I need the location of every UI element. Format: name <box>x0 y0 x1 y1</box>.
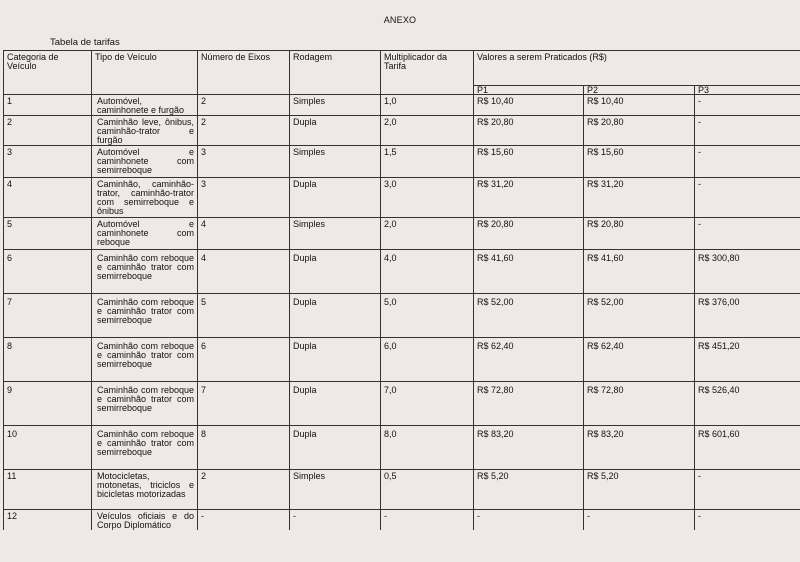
table-header-row <box>4 51 800 86</box>
p2-cell: R$ 83,20 <box>584 426 695 470</box>
p3-cell: - <box>695 218 800 250</box>
header-tipo: Tipo de Veículo <box>92 51 198 95</box>
header-p2: P2 <box>584 86 695 95</box>
multiplicador-cell: 8,0 <box>381 426 474 470</box>
p1-cell: - <box>474 510 584 531</box>
header-categoria: Categoria de Veículo <box>4 51 92 95</box>
tipo-cell: Motocicletas, motonetas, triciclos e bicicletas motorizadas <box>92 470 198 510</box>
rodagem-cell: Simples <box>290 470 381 510</box>
p3-cell: - <box>695 178 800 218</box>
categoria-cell: 9 <box>4 382 92 426</box>
document-heading: ANEXO <box>383 15 417 25</box>
rodagem-cell: Dupla <box>290 338 381 382</box>
table-row <box>4 116 800 146</box>
categoria-cell: 11 <box>4 470 92 510</box>
multiplicador-cell: 2,0 <box>381 116 474 146</box>
p2-cell: R$ 5,20 <box>584 470 695 510</box>
table-row <box>4 250 800 294</box>
rodagem-cell: Dupla <box>290 250 381 294</box>
rodagem-cell: Simples <box>290 146 381 178</box>
rodagem-cell: Dupla <box>290 178 381 218</box>
tipo-cell: Caminhão com reboque e caminhão trator com semirreboque <box>92 250 198 294</box>
table-row <box>4 426 800 470</box>
table-row <box>4 95 800 116</box>
tipo-cell: Automóvel e caminhonete com reboque <box>92 218 198 250</box>
p2-cell: R$ 10,40 <box>584 95 695 116</box>
multiplicador-cell: 1,0 <box>381 95 474 116</box>
categoria-cell: 10 <box>4 426 92 470</box>
multiplicador-cell: 0,5 <box>381 470 474 510</box>
p3-cell: - <box>695 116 800 146</box>
multiplicador-cell: 4,0 <box>381 250 474 294</box>
p1-cell: R$ 20,80 <box>474 116 584 146</box>
p1-cell: R$ 62,40 <box>474 338 584 382</box>
eixos-cell: 8 <box>198 426 290 470</box>
p1-cell: R$ 5,20 <box>474 470 584 510</box>
eixos-cell: 7 <box>198 382 290 426</box>
categoria-cell: 4 <box>4 178 92 218</box>
tipo-cell: Caminhão, caminhão-trator, caminhão-trator com semirreboque e ônibus <box>92 178 198 218</box>
p1-cell: R$ 31,20 <box>474 178 584 218</box>
p3-cell: - <box>695 146 800 178</box>
tipo-cell: Caminhão com reboque e caminhão trator com semirreboque <box>92 426 198 470</box>
tipo-cell: Veículos oficiais e do Corpo Diplomático <box>92 510 198 531</box>
categoria-cell: 1 <box>4 95 92 116</box>
p2-cell: R$ 15,60 <box>584 146 695 178</box>
header-eixos: Número de Eixos <box>198 51 290 95</box>
p1-cell: R$ 15,60 <box>474 146 584 178</box>
p3-cell: R$ 300,80 <box>695 250 800 294</box>
p2-cell: R$ 20,80 <box>584 218 695 250</box>
eixos-cell: - <box>198 510 290 531</box>
eixos-cell: 2 <box>198 116 290 146</box>
tariff-table <box>3 50 800 530</box>
table-row <box>4 510 800 531</box>
header-valores: Valores a serem Praticados (R$) <box>474 51 800 86</box>
p2-cell: R$ 52,00 <box>584 294 695 338</box>
p3-cell: - <box>695 510 800 531</box>
eixos-cell: 3 <box>198 178 290 218</box>
multiplicador-cell: 3,0 <box>381 178 474 218</box>
rodagem-cell: Dupla <box>290 294 381 338</box>
p1-cell: R$ 52,00 <box>474 294 584 338</box>
categoria-cell: 8 <box>4 338 92 382</box>
eixos-cell: 2 <box>198 470 290 510</box>
p1-cell: R$ 10,40 <box>474 95 584 116</box>
p3-cell: R$ 376,00 <box>695 294 800 338</box>
p3-cell: - <box>695 470 800 510</box>
table-row <box>4 382 800 426</box>
tipo-cell: Caminhão com reboque e caminhão trator com semirreboque <box>92 294 198 338</box>
multiplicador-cell: 7,0 <box>381 382 474 426</box>
table-row <box>4 294 800 338</box>
p2-cell: R$ 31,20 <box>584 178 695 218</box>
header-p1: P1 <box>474 86 584 95</box>
p3-cell: - <box>695 95 800 116</box>
multiplicador-cell: 5,0 <box>381 294 474 338</box>
p2-cell: R$ 20,80 <box>584 116 695 146</box>
p1-cell: R$ 83,20 <box>474 426 584 470</box>
table-row <box>4 470 800 510</box>
p3-cell: R$ 451,20 <box>695 338 800 382</box>
tipo-cell: Caminhão com reboque e caminhão trator com semirreboque <box>92 382 198 426</box>
categoria-cell: 5 <box>4 218 92 250</box>
p3-cell: R$ 526,40 <box>695 382 800 426</box>
multiplicador-cell: 2,0 <box>381 218 474 250</box>
tipo-cell: Caminhão leve, ônibus, caminhão-trator e furgão <box>92 116 198 146</box>
rodagem-cell: Dupla <box>290 116 381 146</box>
table-row <box>4 338 800 382</box>
eixos-cell: 5 <box>198 294 290 338</box>
categoria-cell: 7 <box>4 294 92 338</box>
table-body <box>4 95 800 531</box>
tipo-cell: Caminhão com reboque e caminhão trator com semirreboque <box>92 338 198 382</box>
tipo-cell: Automóvel e caminhonete com semirreboque <box>92 146 198 178</box>
eixos-cell: 4 <box>198 218 290 250</box>
table-row <box>4 178 800 218</box>
eixos-cell: 3 <box>198 146 290 178</box>
eixos-cell: 6 <box>198 338 290 382</box>
multiplicador-cell: 1,5 <box>381 146 474 178</box>
header-p3: P3 <box>695 86 800 95</box>
rodagem-cell: Simples <box>290 95 381 116</box>
p2-cell: R$ 72,80 <box>584 382 695 426</box>
multiplicador-cell: - <box>381 510 474 531</box>
p2-cell: - <box>584 510 695 531</box>
rodagem-cell: Simples <box>290 218 381 250</box>
header-rodagem: Rodagem <box>290 51 381 95</box>
categoria-cell: 3 <box>4 146 92 178</box>
categoria-cell: 2 <box>4 116 92 146</box>
eixos-cell: 4 <box>198 250 290 294</box>
p1-cell: R$ 72,80 <box>474 382 584 426</box>
categoria-cell: 12 <box>4 510 92 531</box>
table-caption: Tabela de tarifas <box>50 37 120 48</box>
header-multiplicador: Multiplicador da Tarifa <box>381 51 474 95</box>
table-row <box>4 146 800 178</box>
p1-cell: R$ 20,80 <box>474 218 584 250</box>
categoria-cell: 6 <box>4 250 92 294</box>
multiplicador-cell: 6,0 <box>381 338 474 382</box>
rodagem-cell: - <box>290 510 381 531</box>
p2-cell: R$ 62,40 <box>584 338 695 382</box>
p3-cell: R$ 601,60 <box>695 426 800 470</box>
tipo-cell: Automóvel, caminhonete e furgão <box>92 95 198 116</box>
rodagem-cell: Dupla <box>290 382 381 426</box>
rodagem-cell: Dupla <box>290 426 381 470</box>
p2-cell: R$ 41,60 <box>584 250 695 294</box>
p1-cell: R$ 41,60 <box>474 250 584 294</box>
eixos-cell: 2 <box>198 95 290 116</box>
table-row <box>4 218 800 250</box>
